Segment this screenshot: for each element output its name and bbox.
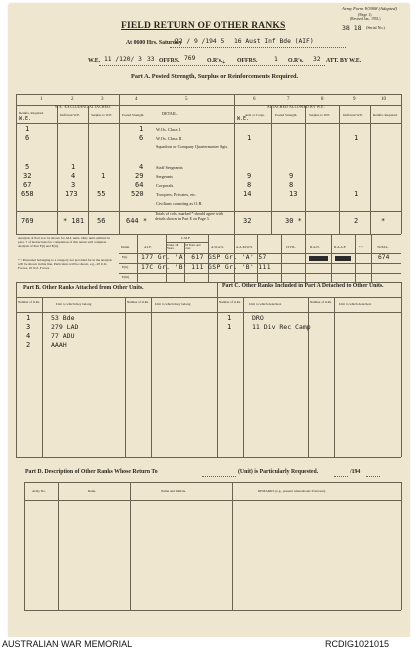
analysis-note-2: * • Personnel belonging to a category not provided for in the analysis will be shown in this line. Particulars will be shown, e.g., 20 U.K. Forces, 10 N.Z. Forces. [18,258,112,271]
totals-sur: 56 [97,217,106,225]
archive-id: RCDIG1021015 [325,639,390,649]
b-row3-unit: AAAH [51,341,67,349]
analysis-h-detail: Detail. [121,245,131,249]
totals-r-reinf: * [381,217,386,225]
at-date: 22 / 9 /194 5 [175,38,225,45]
header-reinfts-required: Reinfts. Required. [19,111,44,115]
ors2-value: 32 [313,56,321,63]
redaction-bar [309,256,328,261]
analysis-row1-entry: 177 Gr. 'A' 617 GSP Gr. 'A' 57 [141,254,267,261]
header-r-surplus: Surplus to W.E. [309,113,331,117]
analysis-h-ran: R.A.N. [310,245,320,249]
c-row1-num: 1 [227,323,232,331]
offrs-label: OFFRS. [159,58,180,64]
row1-r-def: 1 [354,134,359,142]
right-corner-we: W.E. [237,116,250,122]
col-num-3: 3 [101,97,104,102]
analysis-h-star: * • [359,245,363,249]
analysis-h-civil: CIVIL. [286,245,296,249]
analysis-total: 674 [378,254,390,261]
analysis-h-cmf-under: Under 18 Years. [167,243,179,251]
row4-detail: Sergeants [156,174,173,179]
analysis-h-cmf: C.M.F. [181,236,191,240]
col-num-8: 8 [321,97,324,102]
offrs2-label: OFFRS. [237,58,258,64]
row1-we: 6 [25,134,30,142]
analysis-h-aamws: A.A.M.W.S. [236,245,253,249]
ors-label: O.R's. [207,58,223,64]
row6-posted: 520 [131,190,144,198]
at-unit: 16 Aust Inf Bde (AIF) [234,38,314,45]
b-h-unit2: Unit to which they belong [155,302,191,306]
row3-def: 1 [71,163,76,171]
b-row0-unit: 53 Bde [51,314,75,322]
col-num-4: 4 [135,97,138,102]
row3-posted: 4 [139,163,144,171]
detail-heading: DETAIL. [162,111,178,116]
archive-name: AUSTRALIAN WAR MEMORIAL [2,639,133,649]
part-d-title: Part D. Description of Other Ranks Whose Return To [25,469,158,475]
page-title: FIELD RETURN OF OTHER RANKS [121,21,286,31]
row6-def: 173 [65,190,78,198]
analysis-h-total: TOTAL. [377,245,389,249]
row3-detail: Staff Sergeants [156,165,183,170]
header-arm-corps: Arm or Corps. [245,113,265,117]
row4-r-posted: 9 [289,172,294,180]
part-b-title: Part B. Other Ranks Attached from Other Units. [23,285,144,291]
row1-r-we: 1 [247,134,252,142]
analysis-h-awas: A.W.A.S. [211,245,225,249]
part-c-title: Part C. Other Ranks Included in Part A Detached to Other Units. [222,283,384,289]
row4-sur: 1 [101,172,106,180]
c-row0-num: 1 [227,314,232,322]
header-surplus-we: Surplus to W.E. [91,113,113,117]
analysis-row2-entry: 17C Gr. 'B' 111 GSP Gr. 'B' 111 [141,264,271,271]
row5-def: 3 [71,181,76,189]
offrs-value: 33 [147,56,155,63]
row5-we: 67 [23,181,32,189]
b-h-unit1: Unit to which they belong [56,302,92,306]
serial-value: 38 18 [342,24,362,32]
row6-we: 658 [21,190,34,198]
b-row0-num: 1 [26,314,31,322]
b-row1-unit: 279 LAD [51,323,79,331]
c-h-unit1: Unit to which detached. [249,302,282,306]
row4-def: 4 [71,172,76,180]
analysis-row-eiii: E(iii) [122,275,130,279]
totals-we: 769 [21,217,34,225]
form-revised: (Revised Jan., 1953.) [350,17,381,21]
row0-posted: 1 [139,125,144,133]
analysis-h-cmf-over: 18 Years and over. [185,243,201,251]
totals-posted: 644 * [126,217,148,225]
c-row0-unit: DRO [252,314,264,322]
d-h-rank: Rank. [88,489,97,493]
row4-r-we: 9 [247,172,252,180]
row6-r-def: 1 [354,190,359,198]
row6-r-we: 14 [243,190,252,198]
totals-def: * 181 [63,217,85,225]
c-row1-unit: 11 Div Rec Camp [252,323,311,331]
col-num-7: 7 [287,97,290,102]
offrs2-value: 1 [274,56,278,63]
c-h-num1: Number of O.Rs. [219,300,241,304]
document-page [9,4,409,637]
analysis-row-ei: E(i) [122,255,128,259]
redaction-bar [335,256,351,261]
row7-detail: Civilians counting as O.R. [156,201,203,206]
row4-we: 32 [23,172,32,180]
row5-posted: 64 [135,181,144,189]
row2-detail: Squadron or Company Quartermaster Sgts. [156,144,229,149]
analysis-h-aif: A.I.F. [144,245,152,249]
row1-posted: 6 [139,134,144,142]
row6-detail: Troopers, Privates, etc. [156,192,197,197]
plus-sign: + [222,60,226,66]
b-h-num2: Number of O.Rs. [127,300,149,304]
row5-r-we: 8 [247,181,252,189]
header-r-deficient: Deficient W.E. [343,113,364,117]
header-r-reinfts: Reinfts. Required. [373,113,398,117]
totals-r-posted: 30 * [285,217,302,225]
row3-we: 5 [25,163,30,171]
totals-detail: Totals of cols. marked * should agree with details shown in Part E on Page 3. [155,211,223,221]
part-d-date: /194 [350,469,361,475]
ors2-label: O.R's. [288,58,304,64]
analysis-row-eii: E(ii) [122,265,129,269]
b-row2-unit: 77 ADU [51,332,75,340]
col-num-9: 9 [353,97,356,102]
att-label: ATT. BY W.E. [326,58,362,64]
corner-we: W.E. [19,116,32,122]
row6-sur: 55 [97,190,106,198]
part-a-title: Part A. Posted Strength, Surplus or Reinforcements Required. [131,73,299,80]
row6-r-posted: 13 [289,190,298,198]
col-num-2: 2 [71,97,74,102]
we-value: 11 /120/ 3 [104,56,142,63]
totals-r-we: 32 [243,217,252,225]
row4-posted: 29 [135,172,144,180]
row5-r-posted: 8 [289,181,294,189]
row0-detail: W.Os. Class I. [156,127,182,132]
archive-footer [0,637,418,653]
analysis-note-1: Analysis of Part A to be shown for ALL units. Only units entitled in para. 7 of instructions for completion of this return will complete analysis of Part E(i) and E(ii). [18,236,110,249]
ors-value: 769 [184,55,196,62]
col-num-10: 10 [381,97,386,102]
we-label: W.E. [88,58,101,64]
row5-detail: Corporals [156,183,174,188]
b-row1-num: 3 [26,323,31,331]
header-posted-strength: Posted Strength. [122,113,145,117]
row1-detail: W.Os. Class II. [156,136,183,141]
form-page: (Page 1) [358,12,372,17]
d-h-remarks: REMARKS (e.g., present whereabouts if known). [258,489,326,493]
c-h-unit2: Unit to which detached. [339,302,372,306]
at-label: At 0600 Hrs. Saturday [126,40,182,46]
d-h-name: Name and Initials. [161,489,186,493]
d-h-army-no: Army No. [32,489,46,493]
part-d-title-mid: (Unit) is Particularly Requested. [238,469,319,475]
form-id: Army Form W3008 (Adapted) [342,6,397,11]
b-row2-num: 4 [26,332,31,340]
analysis-h-raaf: R.A.A.F. [334,245,347,249]
c-h-num2: Number of O.Rs. [310,300,332,304]
row0-we: 1 [25,125,30,133]
serial-label: (Serial No.) [366,25,385,30]
header-r-posted: Posted Strength. [275,113,298,117]
col-num-6: 6 [253,97,256,102]
we-excluding-heading: W.E. EXCLUDING ATTACHED. [55,105,112,109]
totals-r-def: 2 [354,217,359,225]
col-num-5: 5 [185,97,188,102]
b-h-num1: Number of O.Rs. [18,300,40,304]
attached-allowed-heading: ATTACHED ALLOWED BY W.E. [267,105,325,109]
header-deficient-we: Deficient W.E. [60,113,81,117]
b-row3-num: 2 [26,341,31,349]
col-num-1: 1 [40,97,43,102]
